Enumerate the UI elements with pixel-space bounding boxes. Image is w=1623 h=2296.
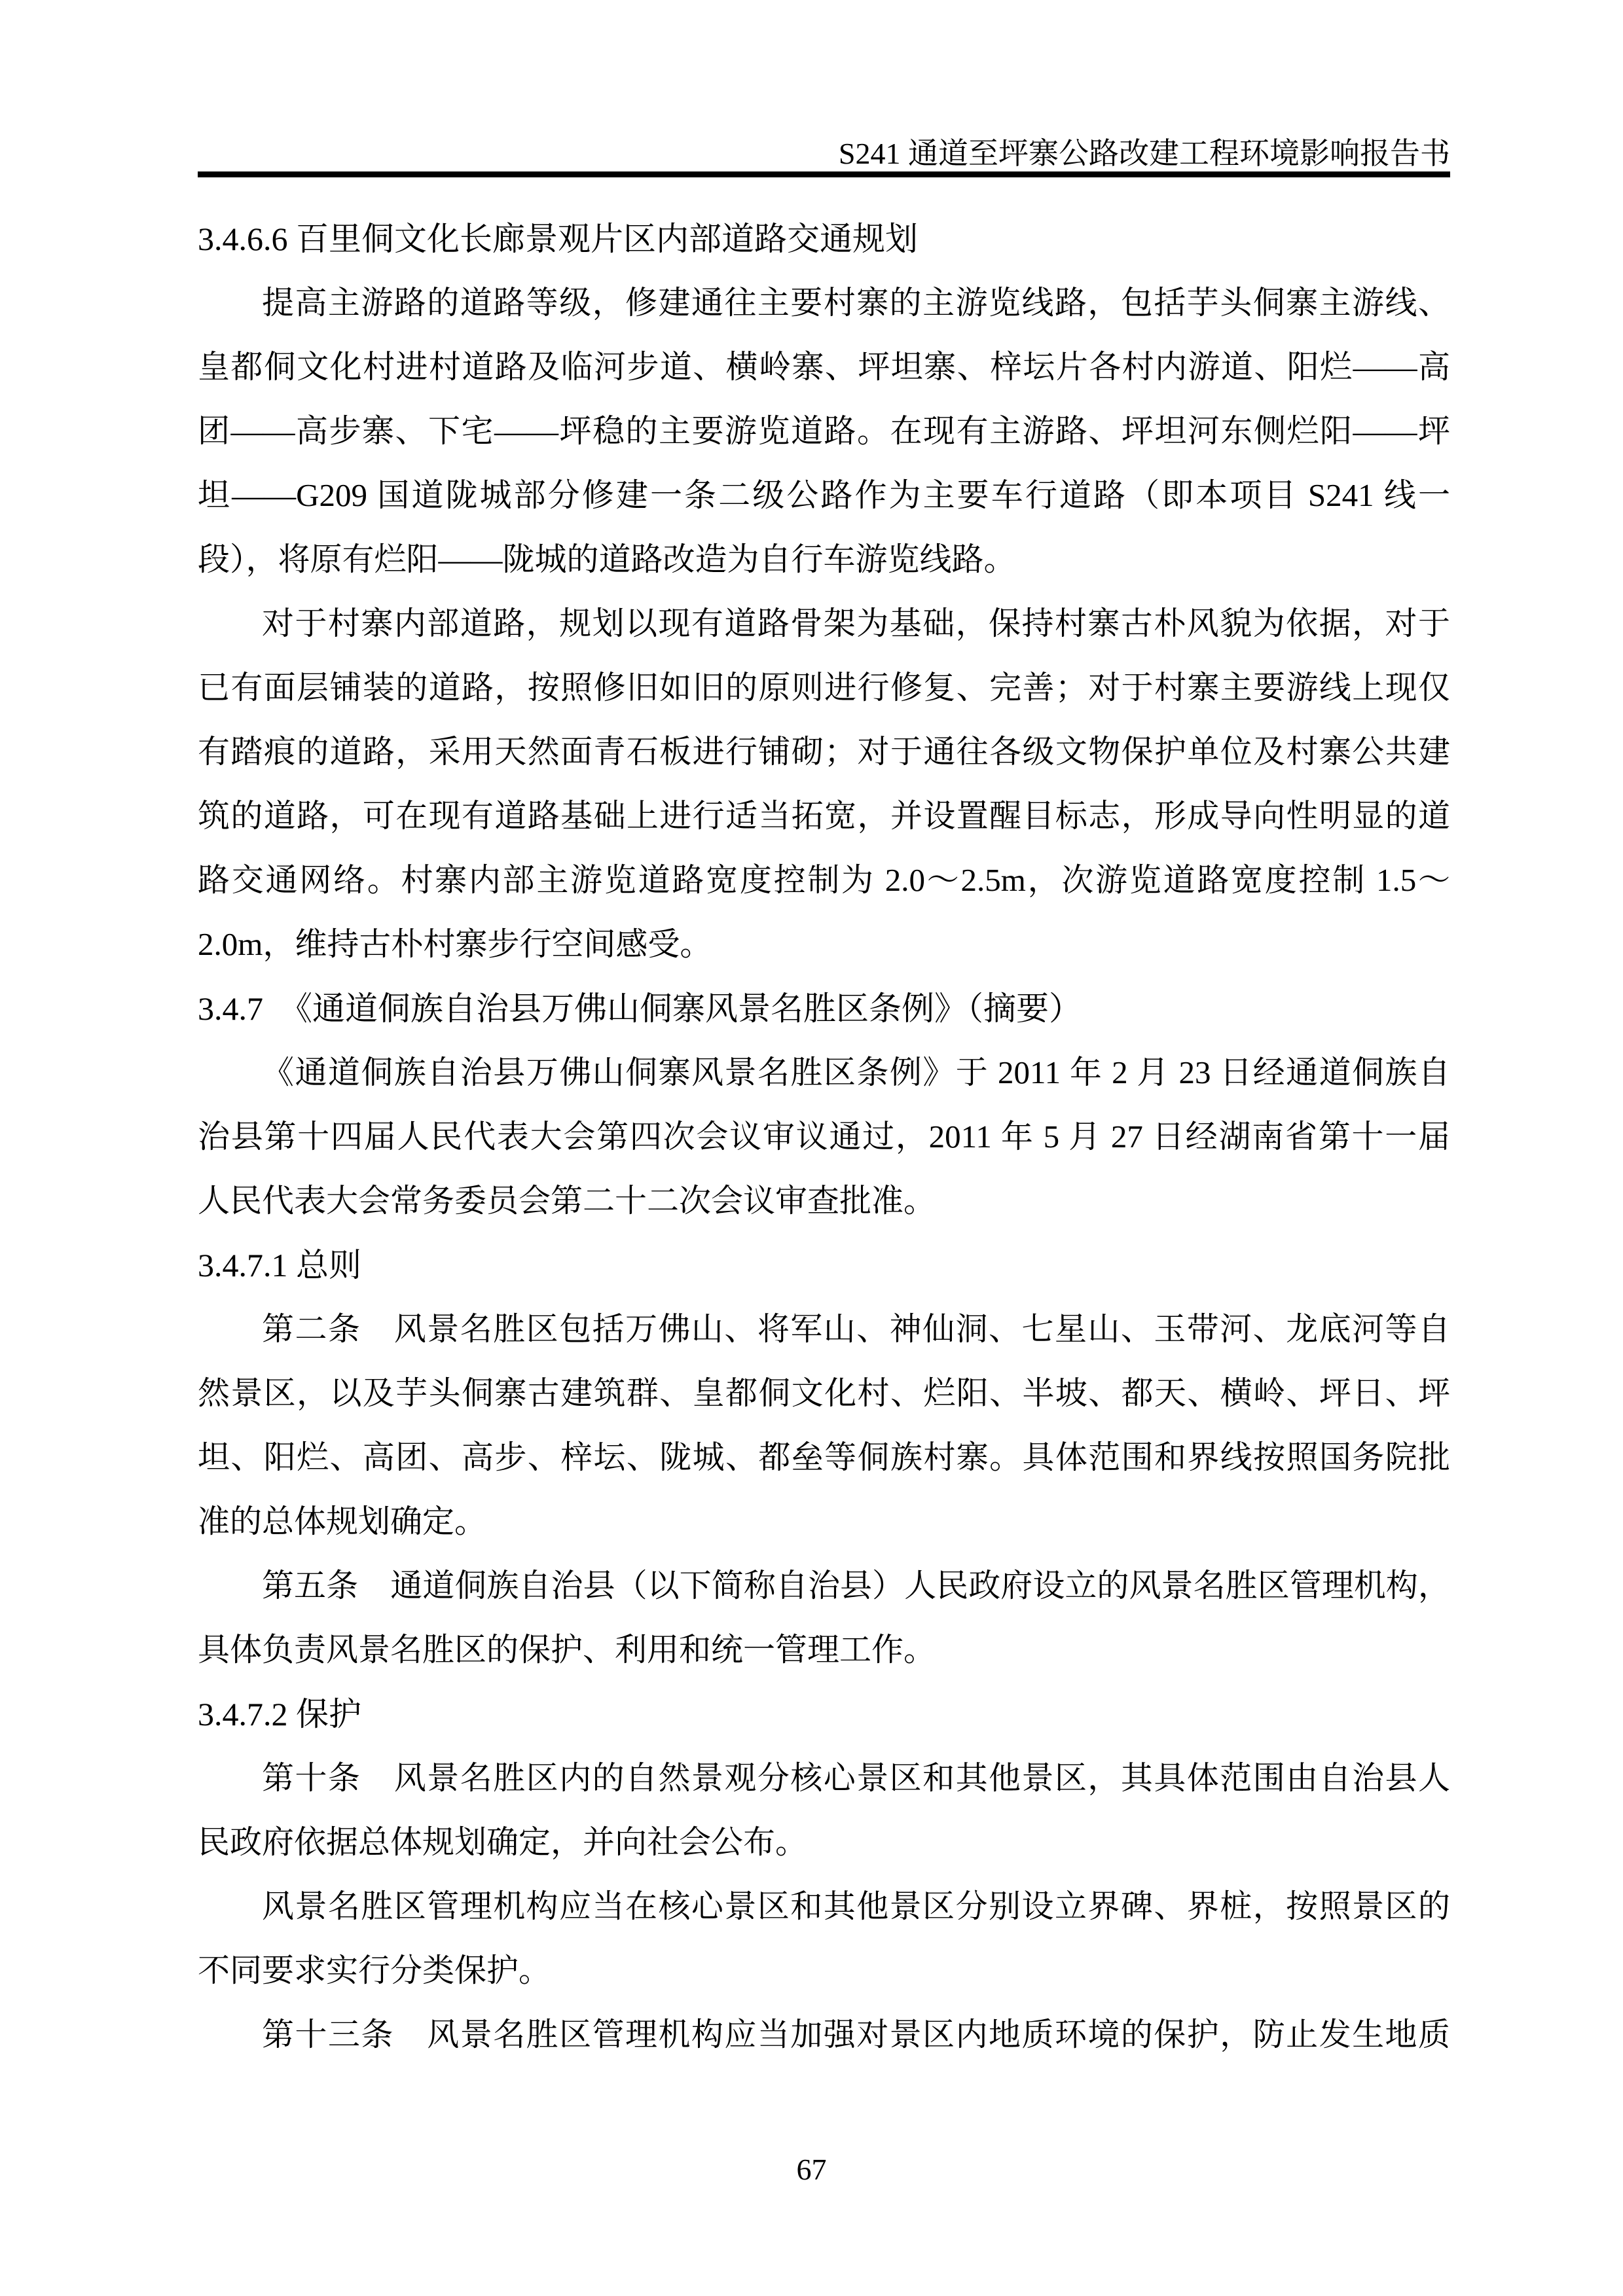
paragraph-text-line: 有踏痕的道路，采用天然面青石板进行铺砌；对于通往各级文物保护单位及村寨公共建 [198,734,1450,770]
paragraph-text-line: 第五条 通道侗族自治县（以下简称自治县）人民政府设立的风景名胜区管理机构， [262,1568,1450,1604]
paragraph-text-line: 第十三条 风景名胜区管理机构应当加强对景区内地质环境的保护，防止发生地质 [262,2017,1450,2053]
paragraph-text-line: 准的总体规划确定。 [198,1503,487,1539]
paragraph-text-line: 具体负责风景名胜区的保护、利用和统一管理工作。 [198,1632,936,1668]
paragraph-text-line: 治县第十四届人民代表大会第四次会议审议通过，2011 年 5 月 27 日经湖南省第十一届 [198,1119,1450,1155]
paragraph-text-line: 然景区，以及芋头侗寨古建筑群、皇都侗文化村、烂阳、半坡、都天、横岭、坪日、坪 [198,1375,1450,1411]
paragraph-text-line: 第十条 风景名胜区内的自然景观分核心景区和其他景区，其具体范围由自治县人 [262,1760,1450,1796]
paragraph-text-line: 坦、阳烂、高团、高步、梓坛、陇城、都垒等侗族村寨。具体范围和界线按照国务院批 [198,1439,1450,1475]
paragraph-text-line: 提高主游路的道路等级，修建通往主要村寨的主游览线路，包括芋头侗寨主游线、 [262,285,1450,321]
paragraph-text-line: 民政府依据总体规划确定，并向社会公布。 [198,1824,808,1860]
paragraph-text-line: 风景名胜区管理机构应当在核心景区和其他景区分别设立界碑、界桩，按照景区的 [262,1888,1450,1924]
section-heading-line: 3.4.7.2 保护 [198,1696,361,1732]
section-heading-line: 3.4.7.1 总则 [198,1247,361,1283]
paragraph-text-line: 团——高步寨、下宅——坪稳的主要游览道路。在现有主游路、坪坦河东侧烂阳——坪 [198,413,1450,449]
paragraph-text-line: 路交通网络。村寨内部主游览道路宽度控制为 2.0～2.5m，次游览道路宽度控制 1.5～ [198,862,1450,898]
paragraph-text-line: 《通道侗族自治县万佛山侗寨风景名胜区条例》于 2011 年 2 月 23 日经通道侗族自 [262,1054,1450,1090]
section-heading-line: 3.4.6.6 百里侗文化长廊景观片区内部道路交通规划 [198,221,918,257]
paragraph-text-line: 筑的道路，可在现有道路基础上进行适当拓宽，并设置醒目标志，形成导向性明显的道 [198,798,1450,834]
paragraph-text-line: 已有面层铺装的道路，按照修旧如旧的原则进行修复、完善；对于村寨主要游线上现仅 [198,670,1450,706]
paragraph-text-line: 对于村寨内部道路，规划以现有道路骨架为基础，保持村寨古朴风貌为依据，对于 [262,605,1450,641]
paragraph-text-line: 段），将原有烂阳——陇城的道路改造为自行车游览线路。 [198,541,1016,577]
header-rule [198,171,1450,177]
paragraph-text-line: 坦——G209 国道陇城部分修建一条二级公路作为主要车行道路（即本项目 S241 线一 [198,477,1450,513]
paragraph-text-line: 第二条 风景名胜区包括万佛山、将军山、神仙洞、七星山、玉带河、龙底河等自 [262,1311,1450,1347]
page-header-title: S241 通道至坪寨公路改建工程环境影响报告书 [838,137,1450,170]
paragraph-text-line: 皇都侗文化村进村道路及临河步道、横岭寨、坪坦寨、梓坛片各村内游道、阳烂——高 [198,349,1450,385]
paragraph-text-line: 人民代表大会常务委员会第二十二次会议审查批准。 [198,1183,936,1219]
section-heading-line: 3.4.7 《通道侗族自治县万佛山侗寨风景名胜区条例》（摘要） [198,990,1082,1027]
paragraph-text-line: 2.0m，维持古朴村寨步行空间感受。 [198,926,712,962]
paragraph-text-line: 不同要求实行分类保护。 [198,1952,551,1988]
footer-page-number: 67 [796,2153,827,2186]
document-body [198,207,1450,2067]
